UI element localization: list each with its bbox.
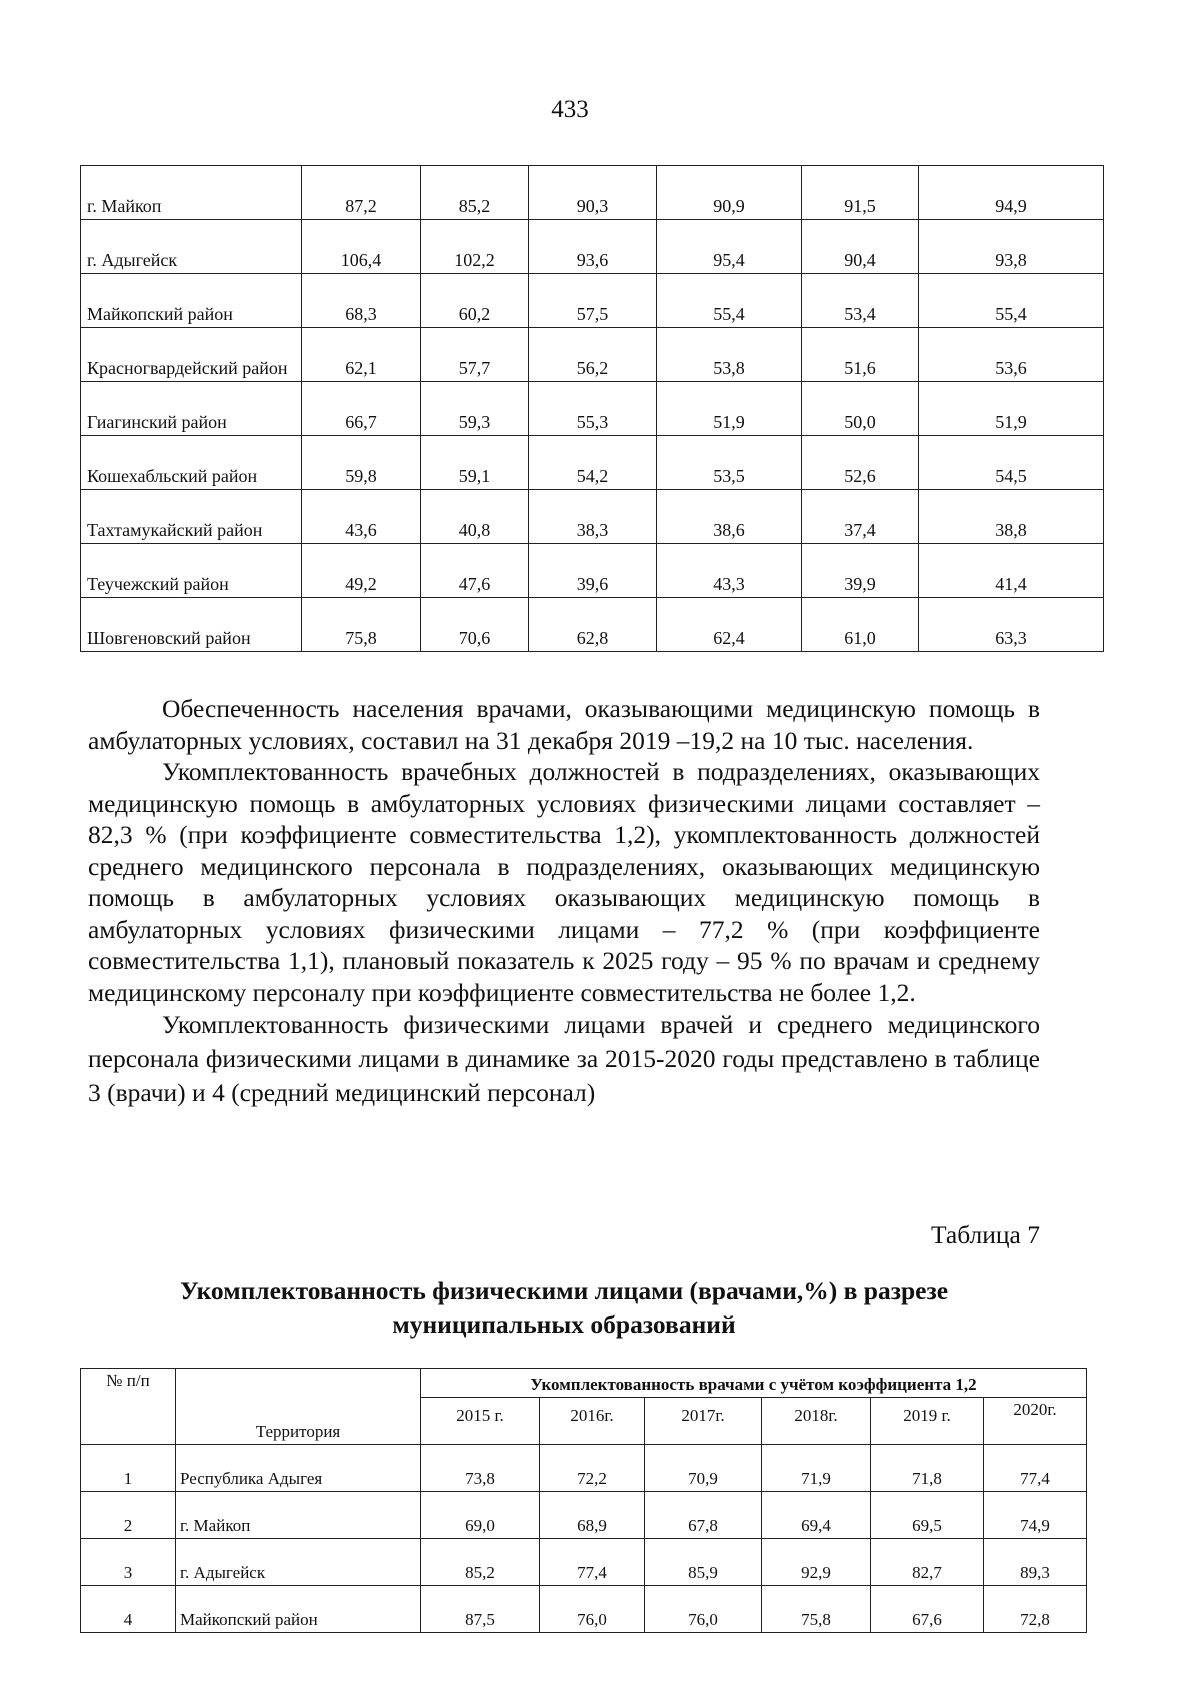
value-cell: 63,3: [919, 598, 1104, 652]
value-cell: 87,2: [302, 166, 421, 220]
value-cell: 55,3: [529, 382, 657, 436]
value-cell: 53,5: [657, 436, 802, 490]
value-cell: 71,8: [871, 1445, 984, 1492]
value-cell: 53,8: [657, 328, 802, 382]
paragraph: Обеспеченность населения врачами, оказывающими медицинскую помощь в амбулаторных условиях, составил на 31 декабря 2019 –19,2 на 10 тыс. населения.: [88, 694, 1040, 755]
territory-cell: г. Майкоп: [81, 166, 302, 220]
value-cell: 38,3: [529, 490, 657, 544]
value-cell: 51,9: [657, 382, 802, 436]
territory-cell: Красногвардейский район: [81, 328, 302, 382]
row-number-cell: 2: [81, 1492, 176, 1539]
table-row: [81, 220, 1104, 274]
value-cell: 76,0: [645, 1586, 762, 1633]
value-cell: 38,8: [919, 490, 1104, 544]
value-cell: 59,3: [421, 382, 529, 436]
value-cell: 77,4: [540, 1539, 645, 1586]
table-row: [81, 274, 1104, 328]
table-title: Укомплектованность физическими лицами (врачами,%) в разрезе муниципальных образований: [179, 1276, 949, 1339]
value-cell: 55,4: [657, 274, 802, 328]
territory-cell: Теучежский район: [81, 544, 302, 598]
value-cell: 72,2: [540, 1445, 645, 1492]
territory-cell: Гиагинский район: [81, 382, 302, 436]
value-cell: 51,6: [802, 328, 919, 382]
value-cell: 106,4: [302, 220, 421, 274]
table-row: [81, 1445, 1087, 1492]
value-cell: 62,1: [302, 328, 421, 382]
territory-cell: Кошехабльский район: [81, 436, 302, 490]
value-cell: 54,5: [919, 436, 1104, 490]
value-cell: 95,4: [657, 220, 802, 274]
value-cell: 71,9: [762, 1445, 871, 1492]
value-cell: 85,9: [645, 1539, 762, 1586]
continued-data-table: [80, 165, 1104, 652]
value-cell: 43,3: [657, 544, 802, 598]
value-cell: 67,8: [645, 1492, 762, 1539]
value-cell: 37,4: [802, 490, 919, 544]
value-cell: 85,2: [421, 1539, 540, 1586]
value-cell: 53,4: [802, 274, 919, 328]
row-number-cell: 4: [81, 1586, 176, 1633]
value-cell: 75,8: [762, 1586, 871, 1633]
value-cell: 38,6: [657, 490, 802, 544]
territory-column-header: Территория: [176, 1369, 421, 1445]
value-cell: 59,8: [302, 436, 421, 490]
paragraph: Укомплектованность врачебных должностей в подразделениях, оказывающих медицинскую помощь в амбулаторных условиях физическими лицами составляет – 82,3 % (при коэффициенте совместительства 1,2), укомплектованность должностей среднего медицинского персонала в подразделениях, оказывающих медицинскую помощь в амбулаторных условиях оказывающих медицинскую помощь в амбулаторных условиях физическими лицами – 77,2 % (при коэффициенте совместительства 1,1), плановый показатель к 2025 году – 95 % по врачам и среднему медицинскому персоналу при коэффициенте совместительства не более 1,2.: [88, 757, 1040, 1007]
table-row: [81, 1492, 1087, 1539]
value-cell: 39,9: [802, 544, 919, 598]
territory-cell: Майкопский район: [176, 1586, 421, 1633]
value-cell: 93,6: [529, 220, 657, 274]
table-row: [81, 382, 1104, 436]
value-cell: 59,1: [421, 436, 529, 490]
value-cell: 70,6: [421, 598, 529, 652]
table-row: [81, 436, 1104, 490]
table-row: [81, 544, 1104, 598]
value-cell: 66,7: [302, 382, 421, 436]
value-cell: 69,0: [421, 1492, 540, 1539]
value-cell: 68,3: [302, 274, 421, 328]
value-cell: 60,2: [421, 274, 529, 328]
value-cell: 75,8: [302, 598, 421, 652]
value-cell: 67,6: [871, 1586, 984, 1633]
year-column-header: 2020г.: [984, 1398, 1087, 1445]
value-cell: 89,3: [984, 1539, 1087, 1586]
value-cell: 72,8: [984, 1586, 1087, 1633]
staffing-table: [80, 1368, 1087, 1633]
row-number-cell: 1: [81, 1445, 176, 1492]
year-column-header: 2016г.: [540, 1398, 645, 1445]
value-cell: 74,9: [984, 1492, 1087, 1539]
value-cell: 102,2: [421, 220, 529, 274]
territory-cell: Тахтамукайский район: [81, 490, 302, 544]
table-row: [81, 1539, 1087, 1586]
value-cell: 62,8: [529, 598, 657, 652]
value-cell: 90,9: [657, 166, 802, 220]
value-cell: 57,7: [421, 328, 529, 382]
value-cell: 52,6: [802, 436, 919, 490]
body-text: [88, 693, 1040, 1110]
value-cell: 51,9: [919, 382, 1104, 436]
value-cell: 76,0: [540, 1586, 645, 1633]
value-cell: 54,2: [529, 436, 657, 490]
year-column-header: 2019 г.: [871, 1398, 984, 1445]
value-cell: 41,4: [919, 544, 1104, 598]
value-cell: 87,5: [421, 1586, 540, 1633]
value-cell: 82,7: [871, 1539, 984, 1586]
value-cell: 68,9: [540, 1492, 645, 1539]
value-cell: 73,8: [421, 1445, 540, 1492]
value-cell: 43,6: [302, 490, 421, 544]
value-cell: 49,2: [302, 544, 421, 598]
territory-cell: г. Майкоп: [176, 1492, 421, 1539]
table-row: [81, 1586, 1087, 1633]
value-cell: 61,0: [802, 598, 919, 652]
year-column-header: 2018г.: [762, 1398, 871, 1445]
value-cell: 70,9: [645, 1445, 762, 1492]
value-cell: 92,9: [762, 1539, 871, 1586]
territory-cell: Шовгеновский район: [81, 598, 302, 652]
territory-cell: г. Адыгейск: [81, 220, 302, 274]
table-row: [81, 328, 1104, 382]
paragraph: Укомплектованность физическими лицами врачей и среднего медицинского персонала физическими лицами в динамике за 2015-2020 годы представлено в таблице 3 (врачи) и 4 (средний медицинский персонал): [88, 1010, 1040, 1107]
year-column-header: 2015 г.: [421, 1398, 540, 1445]
value-cell: 91,5: [802, 166, 919, 220]
territory-cell: Республика Адыгея: [176, 1445, 421, 1492]
value-cell: 90,3: [529, 166, 657, 220]
value-cell: 40,8: [421, 490, 529, 544]
table-caption: Таблица 7: [930, 1220, 1040, 1249]
value-cell: 62,4: [657, 598, 802, 652]
value-cell: 69,5: [871, 1492, 984, 1539]
value-cell: 94,9: [919, 166, 1104, 220]
value-cell: 77,4: [984, 1445, 1087, 1492]
territory-cell: г. Адыгейск: [176, 1539, 421, 1586]
page-number: 433: [551, 96, 589, 123]
value-cell: 53,6: [919, 328, 1104, 382]
value-cell: 55,4: [919, 274, 1104, 328]
row-number-cell: 3: [81, 1539, 176, 1586]
value-cell: 50,0: [802, 382, 919, 436]
value-cell: 56,2: [529, 328, 657, 382]
number-column-header: № п/п: [81, 1369, 176, 1445]
value-cell: 93,8: [919, 220, 1104, 274]
table-row: [81, 490, 1104, 544]
year-column-header: 2017г.: [645, 1398, 762, 1445]
table-row: [81, 598, 1104, 652]
value-cell: 57,5: [529, 274, 657, 328]
value-cell: 39,6: [529, 544, 657, 598]
territory-cell: Майкопский район: [81, 274, 302, 328]
group-column-header: Укомплектованность врачами с учётом коэффициента 1,2: [421, 1369, 1087, 1398]
table-row: [81, 166, 1104, 220]
value-cell: 85,2: [421, 166, 529, 220]
value-cell: 69,4: [762, 1492, 871, 1539]
value-cell: 90,4: [802, 220, 919, 274]
value-cell: 47,6: [421, 544, 529, 598]
